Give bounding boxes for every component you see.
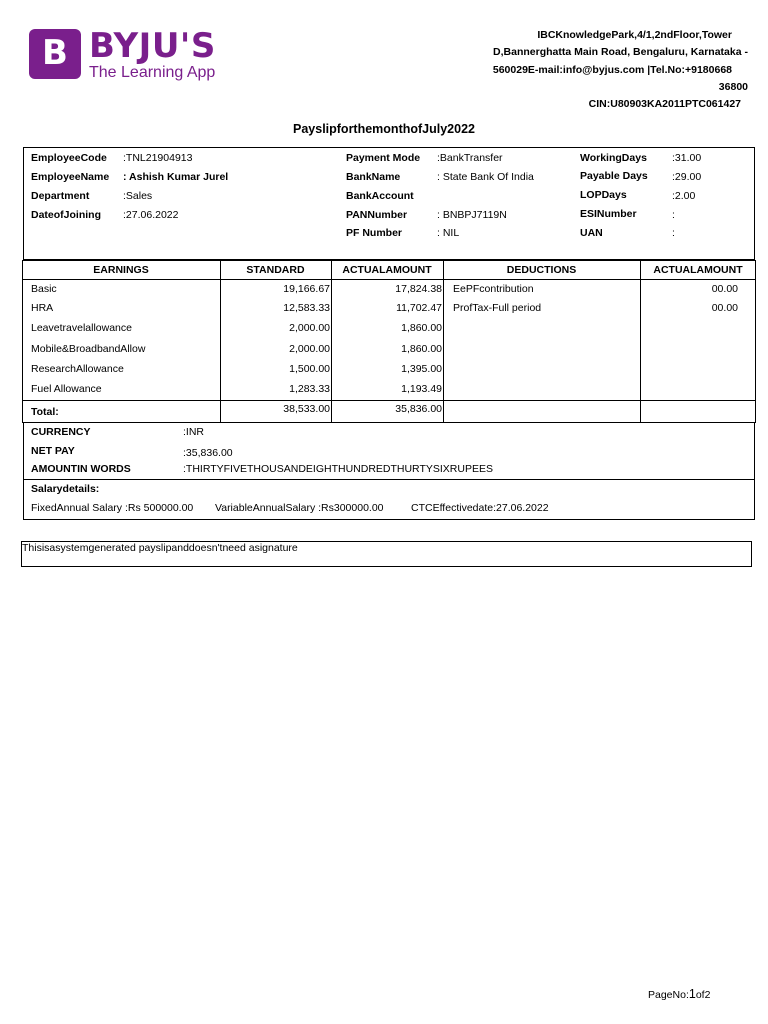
ctc-effective-date: CTCEffectivedate:27.06.2022: [411, 502, 549, 514]
earning-actual: 1,395.00: [401, 363, 442, 375]
esi-number-label: ESINumber: [580, 208, 637, 220]
earning-actual: 11,702.47: [396, 302, 442, 314]
earning-standard: 2,000.00: [289, 322, 330, 334]
employee-code-value: :TNL21904913: [123, 152, 193, 164]
department-label: Department: [31, 190, 90, 202]
earning-name: Fuel Allowance: [31, 383, 102, 395]
system-generated-note: Thisisasystemgenerated payslipanddoesn'tneed asignature: [22, 542, 298, 554]
company-address-line-2: D,Bannerghatta Main Road, Bengaluru, Karnataka -: [493, 46, 748, 58]
table-col-divider-3: [443, 260, 444, 423]
pan-number-value: : BNBPJ7119N: [437, 209, 507, 221]
pf-number-label: PF Number: [346, 227, 403, 239]
bank-name-value: : State Bank Of India: [437, 171, 534, 183]
uan-value: :: [672, 227, 675, 239]
employee-code-label: EmployeeCode: [31, 152, 107, 164]
net-pay-value: :35,836.00: [183, 447, 233, 459]
header-actual-amount: ACTUALAMOUNT: [342, 264, 432, 276]
company-address-line-1: IBCKnowledgePark,4/1,2ndFloor,Tower: [537, 29, 732, 41]
table-col-divider-2: [331, 260, 332, 423]
working-days-value: :31.00: [672, 152, 702, 164]
earning-standard: 2,000.00: [289, 343, 330, 355]
earning-actual: 17,824.38: [395, 283, 442, 295]
pf-number-value: : NIL: [437, 227, 460, 239]
payment-mode-label: Payment Mode: [346, 152, 421, 164]
company-cin: CIN:U80903KA2011PTC061427: [588, 98, 741, 110]
pan-number-label: PANNumber: [346, 209, 408, 221]
payable-days-label: Payable Days: [580, 170, 648, 182]
net-pay-label: NET PAY: [31, 445, 75, 457]
earning-name: HRA: [31, 302, 54, 314]
page-number-current: 1: [688, 987, 696, 1001]
deduction-name: EePFcontribution: [453, 283, 534, 295]
amount-in-words-label: AMOUNTIN WORDS: [31, 463, 131, 475]
page-number-label: PageNo:: [648, 989, 689, 1001]
header-earnings: EARNINGS: [93, 264, 149, 276]
deduction-name: ProfTax-Full period: [453, 302, 542, 314]
date-of-joining-value: :27.06.2022: [123, 209, 179, 221]
byjus-logo-wordmark: BYJU'S: [89, 26, 216, 66]
fixed-annual-salary: FixedAnnual Salary :Rs 500000.00: [31, 502, 194, 514]
department-value: :Sales: [123, 190, 153, 202]
salary-details-heading: Salarydetails:: [31, 483, 100, 495]
header-deduction-actual-amount: ACTUALAMOUNT: [653, 264, 743, 276]
company-address-line-3: 560029E-mail:info@byjus.com |Tel.No:+9180668: [492, 64, 732, 76]
deduction-amount: 00.00: [711, 302, 738, 314]
header-standard: STANDARD: [246, 264, 305, 276]
byjus-logo-tagline: The Learning App: [89, 64, 216, 81]
deduction-amount: 00.00: [711, 283, 738, 295]
earning-actual: 1,860.00: [401, 322, 442, 334]
table-col-divider-4: [640, 260, 641, 423]
earning-standard: 19,166.67: [283, 283, 330, 295]
earning-name: ResearchAllowance: [31, 363, 124, 375]
variable-annual-salary: VariableAnnualSalary :Rs300000.00: [215, 502, 384, 514]
total-label: Total:: [31, 406, 59, 418]
currency-value: :INR: [183, 426, 204, 438]
employee-name-value: : Ashish Kumar Jurel: [123, 171, 229, 183]
bank-name-label: BankName: [346, 171, 401, 183]
employee-name-label: EmployeeName: [31, 171, 110, 183]
date-of-joining-label: DateofJoining: [31, 209, 101, 221]
earning-standard: 1,283.33: [289, 383, 330, 395]
working-days-label: WorkingDays: [580, 152, 647, 164]
table-total-divider: [22, 400, 756, 401]
earning-standard: 12,583.33: [283, 302, 330, 314]
lop-days-label: LOPDays: [580, 189, 627, 201]
header-deductions: DEDUCTIONS: [506, 264, 577, 276]
currency-label: CURRENCY: [31, 426, 91, 438]
amount-in-words-value: :THIRTYFIVETHOUSANDEIGHTHUNDREDTHURTYSIXRUPEES: [183, 463, 493, 475]
earning-actual: 1,193.49: [401, 383, 442, 395]
company-address-line-4: 36800: [718, 81, 748, 93]
esi-number-value: :: [672, 209, 675, 221]
uan-label: UAN: [580, 227, 603, 239]
page-number: [648, 988, 710, 1002]
bank-account-label: BankAccount: [346, 190, 414, 202]
earning-actual: 1,860.00: [401, 343, 442, 355]
table-header-divider: [22, 279, 756, 280]
total-actual: 35,836.00: [395, 403, 442, 415]
table-col-divider-1: [220, 260, 221, 423]
earning-name: Mobile&BroadbandAllow: [31, 343, 146, 355]
earning-name: Basic: [31, 283, 57, 295]
total-standard: 38,533.00: [283, 403, 330, 415]
page-number-total: of2: [695, 989, 711, 1001]
payable-days-value: :29.00: [672, 171, 702, 183]
byjus-logo-letter: B: [42, 33, 68, 73]
payment-mode-value: :BankTransfer: [437, 152, 503, 164]
earning-name: Leavetravelallowance: [31, 322, 132, 334]
payslip-title: PayslipforthemonthofJuly2022: [293, 122, 475, 136]
lop-days-value: :2.00: [672, 190, 696, 202]
earning-standard: 1,500.00: [289, 363, 330, 375]
